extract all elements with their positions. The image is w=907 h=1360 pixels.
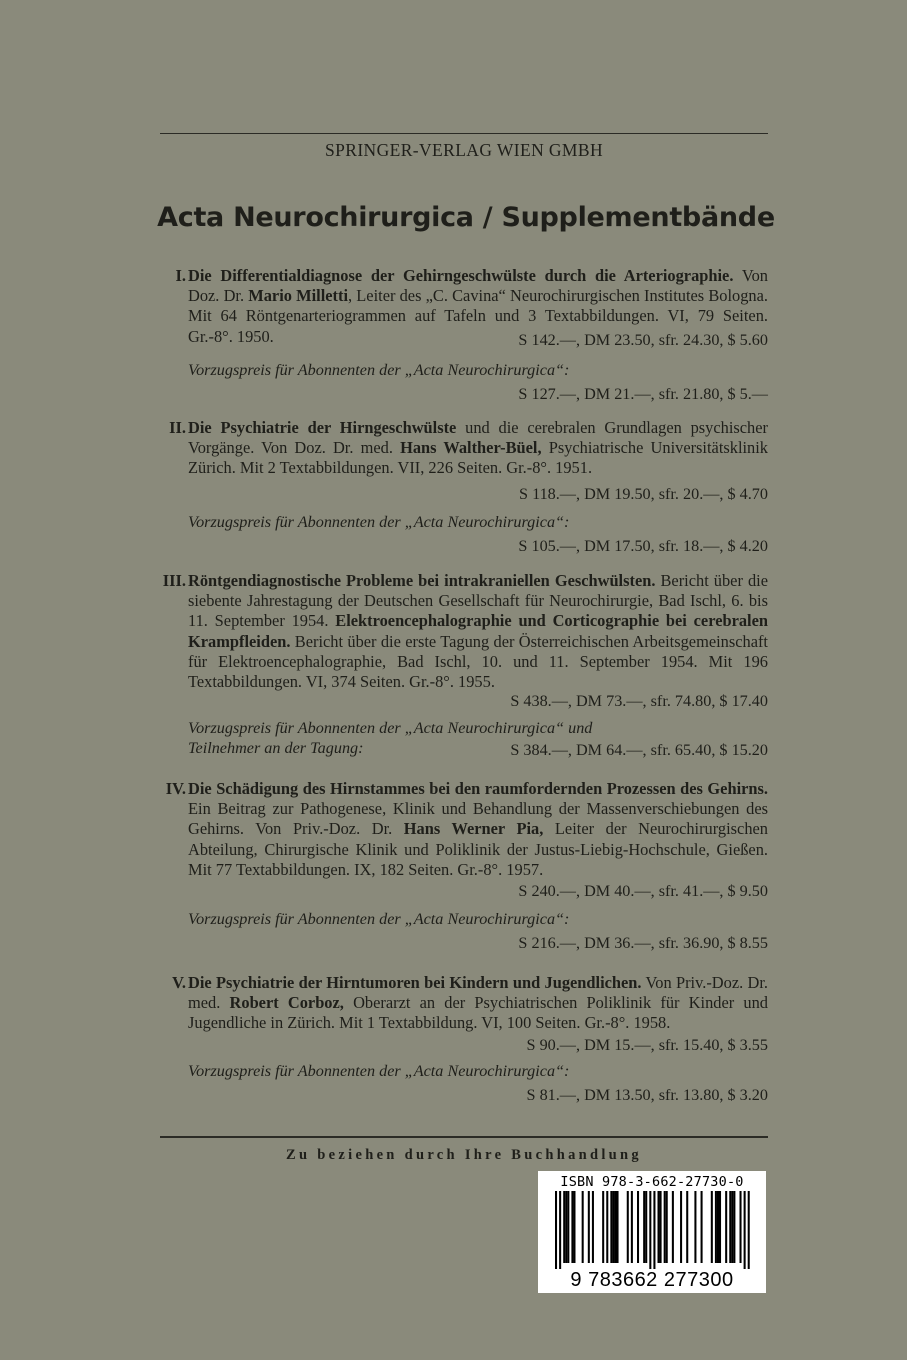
volume-text: Ein Beitrag zur Pathogenese, Klinik und Behandlung der Massenverschiebungen des Gehirns. Von Priv.-Doz. Dr. xyxy=(188,799,768,839)
volume-text: Bericht über die erste Tagung der Österreichischen Arbeitsgemeinschaft für Elektroencephalographie, Bad Ischl, 10. und 11. September 1954. Mit 196 Textabbildungen. VI, 374 Seiten. Gr.-8°. 1955. xyxy=(188,631,768,692)
discount-label: Vorzugspreis für Abonnenten der „Acta Neurochirurgica“: xyxy=(188,1062,570,1080)
barcode-bar xyxy=(653,1191,655,1269)
barcode-bar xyxy=(614,1191,616,1263)
volume-numeral: V. xyxy=(172,973,186,992)
distribution-note: Zu beziehen durch Ihre Buchhandlung xyxy=(286,1147,642,1163)
volume-numeral: II. xyxy=(169,418,186,437)
series-title: Acta Neurochirurgica / Supplementbände xyxy=(157,202,775,233)
volume-text: und die cerebralen Grundlagen psychischer Vorgänge. Von Doz. Dr. med. xyxy=(188,418,768,458)
barcode-bar xyxy=(573,1191,575,1263)
volume-price: S 240.—, DM 40.—, sfr. 41.—, $ 9.50 xyxy=(518,882,768,900)
volume-entry-1 xyxy=(160,266,768,403)
volume-title: Die Psychiatrie der Hirntumoren bei Kindern und Jugendlichen. xyxy=(188,973,642,992)
barcode-bar xyxy=(563,1191,565,1263)
volume-description xyxy=(188,571,768,692)
barcode-bar xyxy=(694,1191,696,1263)
volume-price: S 142.—, DM 23.50, sfr. 24.30, $ 5.60 xyxy=(518,331,768,349)
volume-entry-5 xyxy=(160,973,768,1123)
isbn-barcode xyxy=(538,1171,766,1293)
barcode-bar xyxy=(610,1191,612,1263)
discount-price: S 384.—, DM 64.—, sfr. 65.40, $ 15.20 xyxy=(510,741,768,759)
volume-entry-2 xyxy=(160,418,768,558)
barcode-bar xyxy=(664,1191,666,1263)
barcode-bar xyxy=(672,1191,674,1263)
volume-text: Oberarzt an der Psychiatrischen Poliklinik für Kinder und Jugendliche in Zürich. Mit 1 Textabbildung. VI, 100 Seiten. Gr.-8°. 1958. xyxy=(188,993,768,1033)
discount-price: S 216.—, DM 36.—, sfr. 36.90, $ 8.55 xyxy=(518,934,768,952)
barcode-bar xyxy=(748,1191,750,1269)
barcode-bars xyxy=(544,1191,760,1269)
volume-title-secondary: Elektroencephalographie und Corticographie bei cerebralen Krampfleiden. xyxy=(188,611,768,651)
volume-price: S 90.—, DM 15.—, sfr. 15.40, $ 3.55 xyxy=(526,1036,768,1054)
discount-price: S 81.—, DM 13.50, sfr. 13.80, $ 3.20 xyxy=(526,1086,768,1104)
volume-numeral: I. xyxy=(175,266,186,285)
barcode-bar xyxy=(592,1191,594,1263)
volume-text: , Leiter des „C. Cavina“ Neurochirurgischen Institutes Bologna. Mit 64 Röntgenarteriogrammen auf Tafeln und 3 Textabbildungen. VI, 79 Seiten. Gr.-8°. 1950. xyxy=(188,286,768,346)
barcode-bar xyxy=(582,1191,584,1263)
barcode-bar xyxy=(725,1191,727,1263)
barcode-bar xyxy=(686,1191,688,1263)
barcode-bar xyxy=(612,1191,614,1263)
discount-label: Vorzugspreis für Abonnenten der „Acta Neurochirurgica“: xyxy=(188,513,570,531)
barcode-bar xyxy=(627,1191,629,1263)
barcode-bar xyxy=(715,1191,717,1263)
volume-description xyxy=(188,973,768,1034)
volume-entry-4 xyxy=(160,779,768,952)
bottom-rule xyxy=(160,1136,768,1138)
barcode-bar xyxy=(571,1191,573,1263)
volume-title: Die Differentialdiagnose der Gehirngeschwülste durch die Arteriographie. xyxy=(188,266,734,285)
barcode-bar xyxy=(719,1191,721,1263)
barcode-bar xyxy=(631,1191,633,1263)
barcode-bar xyxy=(701,1191,703,1263)
volume-title: Die Schädigung des Hirnstammes bei den raumfordernden Prozessen des Gehirns. xyxy=(188,779,768,798)
barcode-bar xyxy=(617,1191,619,1263)
volume-numeral: III. xyxy=(162,571,186,590)
volume-text: Von Doz. Dr. xyxy=(188,266,768,306)
discount-label: Vorzugspreis für Abonnenten der „Acta Neurochirurgica“: xyxy=(188,361,570,379)
barcode-bar xyxy=(729,1191,731,1263)
barcode-digits: 9 783662 277300 xyxy=(570,1269,734,1291)
discount-price: S 127.—, DM 21.—, sfr. 21.80, $ 5.— xyxy=(518,385,768,403)
volume-description xyxy=(188,418,768,479)
barcode-bar xyxy=(717,1191,719,1263)
discount-label: Vorzugspreis für Abonnenten der „Acta Neurochirurgica“: xyxy=(188,910,570,928)
barcode-bar xyxy=(643,1191,645,1263)
barcode-bar xyxy=(731,1191,733,1263)
volume-numeral: IV. xyxy=(165,779,186,798)
barcode-bar xyxy=(660,1191,662,1263)
volume-text: Psychiatrische Universitätsklinik Zürich. Mit 2 Textabbildungen. VII, 226 Seiten. Gr.-8°. 1951. xyxy=(188,438,768,478)
barcode-bar xyxy=(649,1191,651,1269)
barcode-bar xyxy=(711,1191,713,1263)
barcode-bar xyxy=(559,1191,561,1269)
barcode-bar xyxy=(680,1191,682,1263)
barcode-bar xyxy=(740,1191,742,1263)
barcode-bar xyxy=(666,1191,668,1263)
top-rule xyxy=(160,133,768,134)
isbn-label: ISBN 978-3-662-27730-0 xyxy=(560,1174,744,1190)
barcode-bar xyxy=(588,1191,590,1263)
barcode-bar xyxy=(637,1191,639,1263)
volume-title: Röntgendiagnostische Probleme bei intrakraniellen Geschwülsten. xyxy=(188,571,656,590)
volume-price: S 438.—, DM 73.—, sfr. 74.80, $ 17.40 xyxy=(510,692,768,710)
discount-label: Vorzugspreis für Abonnenten der „Acta Neurochirurgica“ und Teilnehmer an der Tagung: xyxy=(188,719,593,758)
barcode-bar xyxy=(555,1191,557,1269)
volume-text: Bericht über die siebente Jahrestagung der Deutschen Gesellschaft für Neurochirurgie, Bad Ischl, 6. bis 11. September 1954. xyxy=(188,571,768,631)
publisher-name: SPRINGER-VERLAG WIEN GMBH xyxy=(324,140,603,160)
volume-title: Die Psychiatrie der Hirngeschwülste xyxy=(188,418,457,437)
barcode-bar xyxy=(744,1191,746,1269)
barcode-bar xyxy=(602,1191,604,1263)
volume-description xyxy=(188,779,768,880)
barcode-bar xyxy=(658,1191,660,1263)
barcode-bar xyxy=(606,1191,608,1263)
volume-price: S 118.—, DM 19.50, sfr. 20.—, $ 4.70 xyxy=(519,485,768,503)
volume-text: Leiter der Neurochirurgischen Abteilung, Chirurgische Klinik und Poliklinik der Justus-Liebig-Hochschule, Gießen. Mit 77 Textabbildungen. IX, 182 Seiten. Gr.-8°. 1957. xyxy=(188,819,768,879)
volume-author: Hans Werner Pia, xyxy=(403,819,544,839)
volume-entry-3 xyxy=(160,571,768,761)
barcode-bar xyxy=(645,1191,647,1263)
barcode-bar xyxy=(567,1191,569,1263)
volume-author: Hans Walther-Büel, xyxy=(400,438,542,458)
barcode-bar xyxy=(733,1191,735,1263)
barcode-bar xyxy=(565,1191,567,1263)
volume-author: Mario Milletti xyxy=(248,286,349,306)
discount-price: S 105.—, DM 17.50, sfr. 18.—, $ 4.20 xyxy=(518,537,768,555)
volume-author: Robert Corboz, xyxy=(229,993,344,1013)
volume-text: Von Priv.-Doz. Dr. med. xyxy=(188,973,768,1013)
